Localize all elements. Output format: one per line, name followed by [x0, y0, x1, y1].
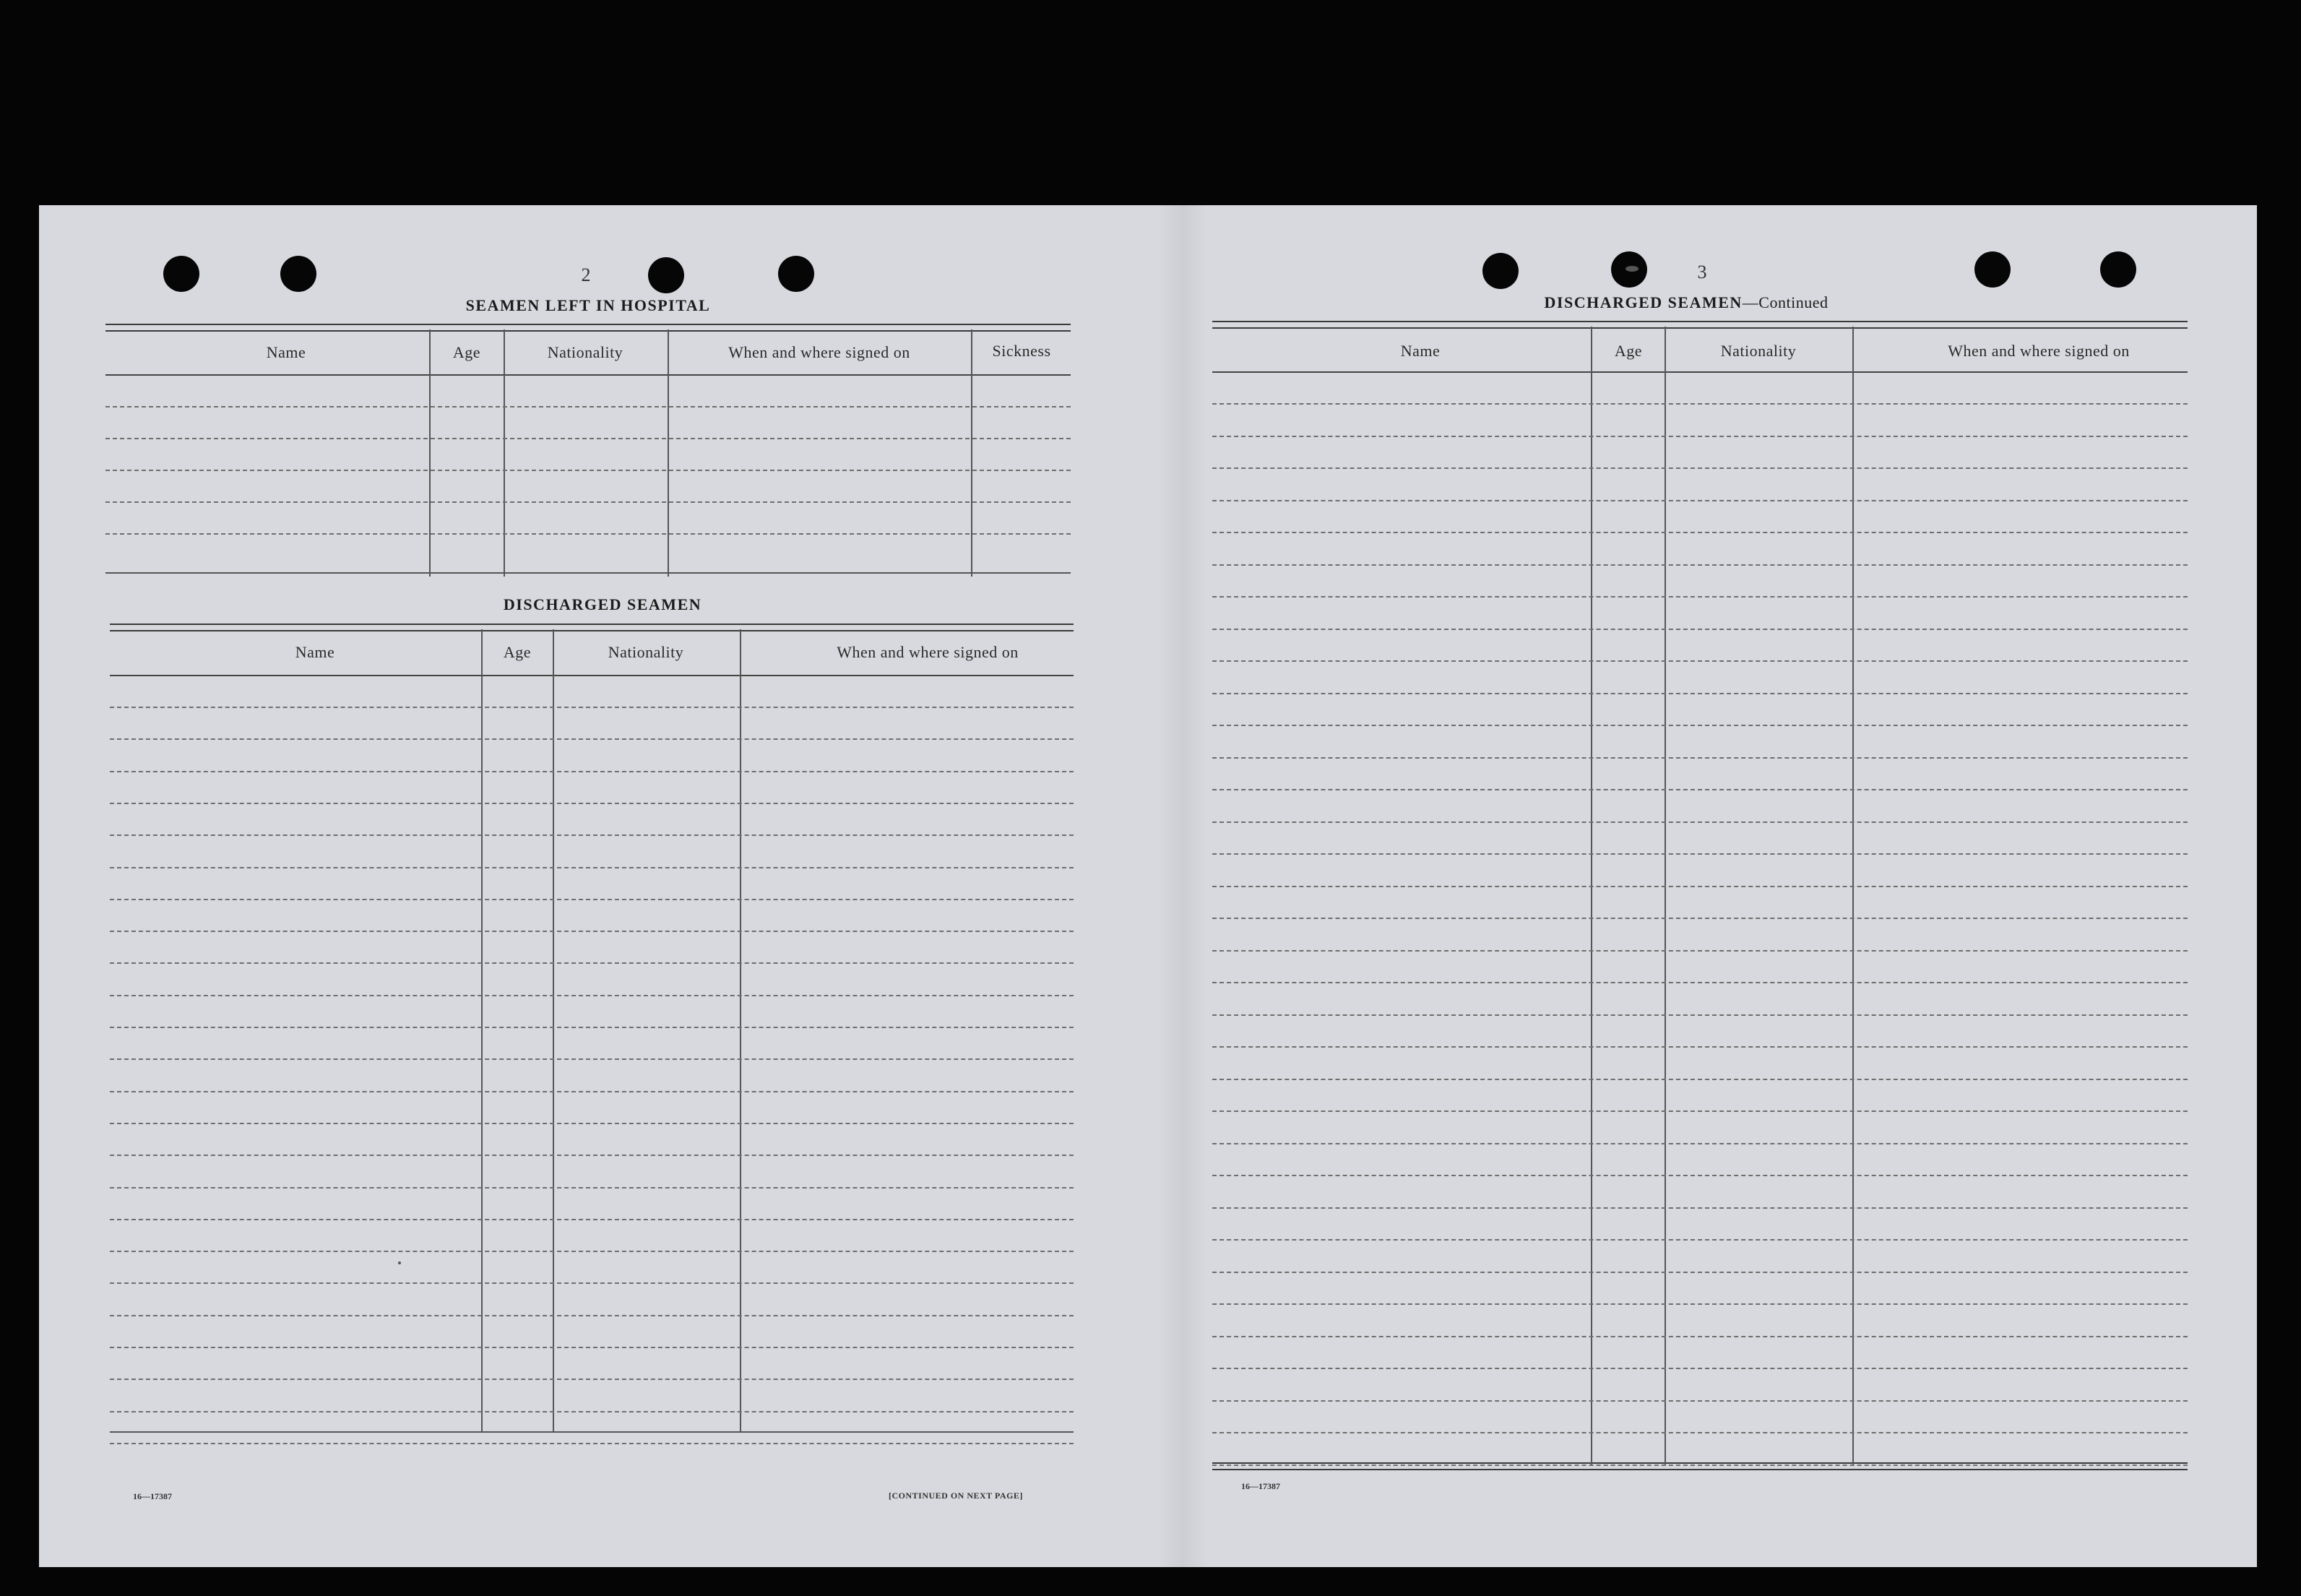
page-fold: [1157, 205, 1208, 1567]
row-dotted-rule: [1212, 532, 2188, 533]
column-divider: [971, 329, 972, 577]
column-divider: [1665, 327, 1666, 1465]
row-dotted-rule: [1212, 1432, 2188, 1433]
row-dotted-rule: [1212, 467, 2188, 469]
column-header-sickness: Sickness: [992, 342, 1051, 360]
row-dotted-rule: [110, 1219, 1074, 1220]
hospital-section-title: SEAMEN LEFT IN HOSPITAL: [465, 296, 711, 314]
scan-speck: [398, 1261, 401, 1264]
row-dotted-rule: [1212, 1336, 2188, 1337]
header-rule: [105, 374, 1071, 376]
column-header-name: Name: [266, 343, 306, 361]
row-dotted-rule: [1212, 1079, 2188, 1080]
column-header-when-where: When and where signed on: [837, 643, 1019, 661]
row-dotted-rule: [110, 834, 1074, 836]
form-number-right: 16—17387: [1241, 1481, 1280, 1491]
row-dotted-rule: [1212, 886, 2188, 887]
column-header-name: Name: [1400, 342, 1441, 360]
row-dotted-rule: [110, 1282, 1074, 1284]
row-dotted-rule: [1212, 693, 2188, 694]
row-dotted-rule: [1212, 500, 2188, 501]
row-dotted-rule: [1212, 436, 2188, 437]
row-dotted-rule: [1212, 596, 2188, 598]
page-number-right: 3: [1697, 262, 1707, 282]
section-title-suffix: —Continued: [1742, 293, 1829, 311]
row-dotted-rule: [1212, 1368, 2188, 1369]
hospital-table: [105, 324, 1071, 491]
section-title-main: DISCHARGED SEAMEN: [1544, 293, 1743, 311]
row-dotted-rule: [110, 707, 1074, 708]
row-dotted-rule: [1212, 1014, 2188, 1016]
column-header-nationality: Nationality: [1720, 342, 1797, 360]
row-dotted-rule: [1212, 821, 2188, 823]
page-number-left: 2: [581, 264, 591, 285]
header-rule: [1212, 371, 2188, 373]
row-dotted-rule: [1212, 918, 2188, 919]
column-header-age: Age: [452, 343, 481, 361]
column-header-name: Name: [295, 643, 335, 661]
row-dotted-rule: [110, 1155, 1074, 1156]
row-dotted-rule: [110, 1058, 1074, 1060]
column-divider: [1591, 327, 1592, 1465]
scan-speck: [1626, 266, 1639, 272]
table-top-rule: [1212, 321, 2188, 329]
column-divider: [553, 629, 554, 1431]
row-dotted-rule: [110, 738, 1074, 740]
punch-hole: [163, 256, 199, 292]
row-dotted-rule: [110, 931, 1074, 932]
row-dotted-rule: [1212, 1303, 2188, 1305]
row-dotted-rule: [1212, 1175, 2188, 1176]
column-header-when-where: When and where signed on: [1948, 342, 2130, 360]
column-divider: [481, 629, 483, 1431]
row-dotted-rule: [110, 1123, 1074, 1124]
row-dotted-rule: [110, 1379, 1074, 1380]
row-dotted-rule: [1212, 1110, 2188, 1112]
row-dotted-rule: [1212, 757, 2188, 759]
discharged-table-right: [1212, 321, 2188, 1455]
column-divider: [668, 329, 669, 577]
table-top-rule: [110, 624, 1074, 631]
row-dotted-rule: [105, 470, 1071, 471]
table-top-rule: [105, 324, 1071, 332]
row-dotted-rule: [1212, 725, 2188, 726]
punch-hole: [1482, 253, 1519, 289]
table-bottom-rule: [110, 1431, 1074, 1433]
column-header-age: Age: [1614, 342, 1643, 360]
row-dotted-rule: [110, 1251, 1074, 1252]
row-dotted-rule: [1212, 1272, 2188, 1273]
table-bottom-rule: [105, 572, 1071, 574]
row-dotted-rule: [105, 533, 1071, 535]
column-divider: [740, 629, 741, 1431]
row-dotted-rule: [105, 406, 1071, 407]
row-dotted-rule: [105, 438, 1071, 439]
row-dotted-rule: [110, 1027, 1074, 1028]
row-dotted-rule: [110, 867, 1074, 868]
continued-note: [CONTINUED ON NEXT PAGE]: [889, 1491, 1023, 1501]
row-dotted-rule: [1212, 853, 2188, 855]
row-dotted-rule: [110, 1091, 1074, 1092]
row-dotted-rule: [1212, 1046, 2188, 1048]
row-dotted-rule: [110, 803, 1074, 804]
row-dotted-rule: [1212, 1239, 2188, 1241]
punch-hole: [2100, 251, 2136, 288]
column-header-when-where: When and where signed on: [728, 343, 910, 361]
column-divider: [504, 329, 505, 577]
row-dotted-rule: [110, 1187, 1074, 1189]
row-dotted-rule: [110, 995, 1074, 996]
row-dotted-rule: [110, 1443, 1074, 1444]
punch-hole: [648, 257, 684, 293]
row-dotted-rule: [1212, 629, 2188, 630]
column-divider: [429, 329, 431, 577]
discharged-table-left: [110, 624, 1074, 1447]
form-number-left: 16—17387: [133, 1491, 172, 1501]
column-divider: [1852, 327, 1854, 1465]
form-spread: [39, 205, 2257, 1567]
row-dotted-rule: [1212, 950, 2188, 952]
row-dotted-rule: [110, 1347, 1074, 1348]
row-dotted-rule: [1212, 1465, 2188, 1466]
row-dotted-rule: [1212, 789, 2188, 790]
discharged-section-title-right: [1545, 293, 1829, 312]
punch-hole: [280, 256, 316, 292]
row-dotted-rule: [1212, 982, 2188, 983]
discharged-section-title-left: DISCHARGED SEAMEN: [503, 595, 702, 613]
punch-hole: [778, 256, 814, 292]
row-dotted-rule: [110, 1315, 1074, 1316]
row-dotted-rule: [1212, 1143, 2188, 1144]
row-dotted-rule: [1212, 564, 2188, 566]
column-header-age: Age: [503, 643, 532, 661]
row-dotted-rule: [1212, 660, 2188, 662]
row-dotted-rule: [1212, 1400, 2188, 1402]
column-header-nationality: Nationality: [608, 643, 684, 661]
row-dotted-rule: [110, 899, 1074, 900]
row-dotted-rule: [1212, 403, 2188, 405]
row-dotted-rule: [105, 501, 1071, 503]
row-dotted-rule: [110, 1411, 1074, 1412]
row-dotted-rule: [110, 771, 1074, 772]
row-dotted-rule: [1212, 1207, 2188, 1209]
row-dotted-rule: [110, 962, 1074, 964]
header-rule: [110, 675, 1074, 676]
column-header-nationality: Nationality: [547, 343, 623, 361]
punch-hole: [1974, 251, 2011, 288]
